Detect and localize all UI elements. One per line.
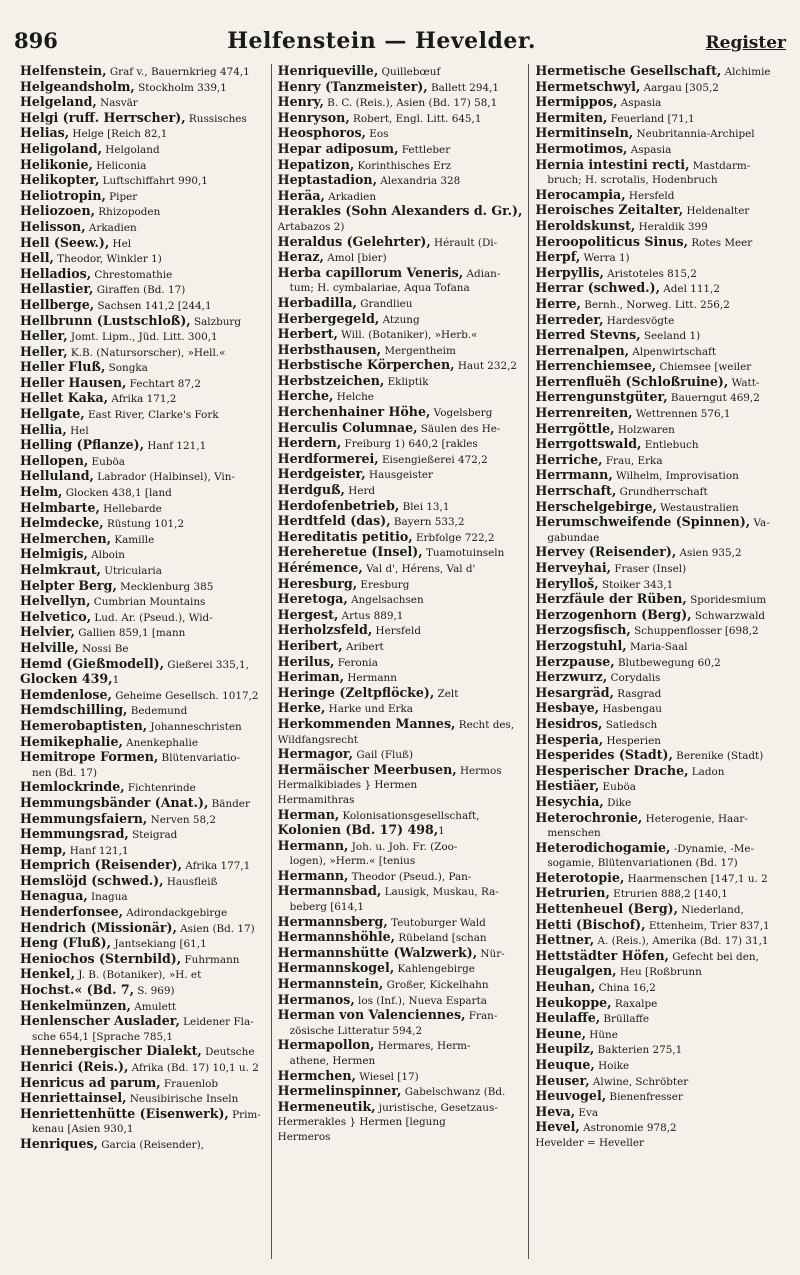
register-entry: Hermeneutik, juristische, Gesetzaus- [277,1099,498,1114]
register-entry: Heulaffe, Brüllaffe [535,1011,650,1026]
register-entry: Heller Hausen, Fechtart 87,2 [20,375,201,390]
page-header [14,28,786,58]
column-left [14,64,271,1259]
register-entry: Heupilz, Bakterien 275,1 [535,1042,683,1057]
register-entry: Hernia intestini recti, Mastdarm- [535,157,751,172]
register-entry: Hermäischer Meerbusen, Hermos [277,762,502,777]
register-entry: kenau [Asien 930,1 [32,1123,134,1136]
column-right [529,64,786,1259]
register-entry: Heringe (Zeltpflöcke), Zelt [277,685,459,700]
register-entry: Hochst.« (Bd. 7, S. 969) [20,983,175,998]
register-entry: Herrmann, Wilhelm, Improvisation [535,468,739,483]
page-title: Helfenstein — Hevelder. [227,28,537,54]
register-entry: Hell, Theodor, Winkler 1) [20,251,162,266]
register-entry: Hellastier, Giraffen (Bd. 17) [20,282,186,297]
register-entry: Hesidros, Satledsch [535,716,658,731]
register-entry: Hermetschwyl, Aargau [305,2 [535,79,719,94]
register-entry: Hennebergischer Dialekt, Deutsche [20,1044,255,1059]
register-entry: Henriqueville, Quillebœuf [277,64,441,78]
register-entry: Heller Fluß, Songka [20,360,148,375]
register-entry: Heroldskunst, Heraldik 399 [535,218,708,233]
register-entry: Heng (Fluß), Jantsekiang [61,1 [20,936,207,951]
register-entry: Herre, Bernh., Norweg. Litt. 256,2 [535,296,730,311]
register-entry: Hérémence, Val d', Hérens, Val d' [277,561,476,575]
register-entry: Heroisches Zeitalter, Heldenalter [535,203,750,218]
register-entry: Herveyhai, Fraser (Insel) [535,561,687,575]
register-entry: Herrar (schwed.), Adel 111,2 [535,281,720,296]
register-entry: athene, Hermen [289,1055,376,1067]
register-entry: Heukoppe, Raxalpe [535,995,658,1010]
register-entry: Hermann, Joh. u. Joh. Fr. (Zoo- [277,838,458,853]
register-entry: Herrgöttle, Holzwaren [535,421,675,436]
register-entry: Hermitinseln, Neubritannia-Archipel [535,126,755,141]
register-entry: Hesbaye, Hasbengau [535,701,662,716]
register-entry: nen (Bd. 17) [32,766,98,779]
register-entry: Heosphoros, Eos [277,126,389,141]
register-entry: Hetti (Bischof), Ettenheim, Trier 837,1 [535,917,770,932]
register-entry: Herche, Helche [277,389,374,404]
register-entry: Hemmungsfaiern, Nerven 58,2 [20,811,216,826]
register-entry: Herzwurz, Corydalis [535,670,661,685]
register-entry: Herumschweifende (Spinnen), Va- [535,515,770,530]
columns [14,64,786,1259]
register-entry: Herbstzeichen, Ekliptik [277,373,429,388]
register-entry: beberg [614,1 [289,901,364,914]
register-entry: Kolonien (Bd. 17) 498,1 [277,823,445,838]
register-entry: Herrenfluëh (Schloßruine), Watt- [535,374,760,389]
register-entry: Heräa, Arkadien [277,188,377,203]
register-entry: Herdformerei, Eisengießerei 472,2 [277,451,488,466]
register-entry: Helladios, Chrestomathie [20,266,173,281]
register-entry: Heniochos (Sternbild), Fuhrmann [20,951,240,966]
register-entry: Hemerobaptisten, Johanneschristen [20,718,242,733]
register-entry: Hemdenlose, Geheime Gesellsch. 1017,2 [20,687,259,702]
register-entry: Hermann, Theodor (Pseud.), Pan- [277,868,472,883]
register-entry: Heroopoliticus Sinus, Rotes Meer [535,234,753,249]
register-entry: gabundae [547,531,600,544]
register-entry: Herculis Columnae, Säulen des He- [277,420,501,435]
register-entry: Herkommenden Mannes, Recht des, [277,716,515,731]
register-entry: Herdofenbetrieb, Blei 13,1 [277,498,450,513]
register-entry: Heller, Jomt. Lipm., Jüd. Litt. 300,1 [20,329,218,344]
register-entry: Herpyllis, Aristoteles 815,2 [535,265,697,280]
register-entry: sche 654,1 [Sprache 785,1 [32,1030,174,1043]
register-entry: Heliozoen, Rhizopoden [20,204,161,219]
register-entry: Henry, B. C. (Reis.), Asien (Bd. 17) 58,1 [277,95,498,110]
register-entry: Heva, Eva [535,1104,599,1119]
register-entry: Hermotimos, Aspasia [535,141,672,156]
register-entry: Herzogenhorn (Berg), Schwarzwald [535,607,766,622]
section-label: Register [705,33,786,53]
register-entry: Hermalkibiades } Hermen [277,779,418,792]
register-entry: Herrenreiten, Wettrennen 576,1 [535,406,731,421]
register-entry: Heune, Hüne [535,1026,618,1041]
register-entry: Henagua, Inagua [20,889,128,904]
register-entry: tum; H. cymbalariae, Aqua Tofana [289,282,470,295]
register-entry: Herdgeister, Hausgeister [277,467,433,482]
register-entry: Helling (Pflanze), Hanf 121,1 [20,438,207,453]
register-entry: Helvellyn, Cumbrian Mountains [20,594,206,609]
register-entry: Hetrurien, Etrurien 888,2 [140,1 [535,886,728,901]
register-entry: Hermannsbad, Lausigk, Muskau, Ra- [277,884,499,899]
register-entry: Hesychia, Dike [535,794,632,809]
register-entry: Hettstädter Höfen, Gefecht bei den, [535,948,759,963]
register-entry: Henriques, Garcia (Reisender), [20,1136,204,1151]
register-entry: Herreder, Hardesvögte [535,312,675,327]
register-entry: Herdtfeld (das), Bayern 533,2 [277,514,465,529]
register-entry: Hermannsberg, Teutoburger Wald [277,914,486,929]
register-entry: Henricus ad parum, Frauenlob [20,1075,219,1090]
register-entry: Herrenalpen, Alpenwirtschaft [535,343,717,358]
register-entry: Hergest, Artus 889,1 [277,607,404,622]
register-entry: Helmdecke, Rüstung 101,2 [20,516,185,531]
register-entry: Henryson, Robert, Engl. Litt. 645,1 [277,110,482,125]
register-entry: Herbergegeld, Atzung [277,311,420,326]
register-entry: logen), »Herm.« [tenius [289,855,416,868]
register-entry: Hermagor, Gail (Fluß) [277,747,414,762]
register-entry: Hemslöjd (schwed.), Hausfleiß [20,873,218,888]
register-entry: Heterodichogamie, -Dynamie, -Me- [535,840,755,855]
register-entry: Hellet Kaka, Afrika 171,2 [20,391,177,406]
register-entry: Heptastadion, Alexandria 328 [277,173,461,188]
register-entry: Herchenhainer Höhe, Vogelsberg [277,405,493,420]
register-entry: Herylloš, Stoiker 343,1 [535,576,674,591]
register-entry: Henriettenhütte (Eisenwerk), Prim- [20,1106,261,1121]
register-entry: Hesperides (Stadt), Berenike (Stadt) [535,748,764,763]
register-entry: Heresburg, Eresburg [277,576,410,591]
register-entry: Hemlockrinde, Fichtenrinde [20,780,196,795]
register-entry: Herrenchiemsee, Chiemsee [weiler [535,359,752,374]
register-entry: Helgeandsholm, Stockholm 339,1 [20,79,227,94]
register-entry: Henkelmünzen, Amulett [20,998,177,1013]
register-entry: Hesargräd, Rasgrad [535,685,662,700]
register-entry: Herrengunstgüter, Bauerngut 469,2 [535,390,760,405]
register-entry: Heraldus (Gelehrter), Hérault (Di- [277,234,498,249]
register-entry: Herschelgebirge, Westaustralien [535,499,739,514]
register-entry: Hermannskogel, Kahlengebirge [277,961,475,976]
register-entry: Hermiten, Feuerland [71,1 [535,110,695,125]
register-entry: Hermannstein, Großer, Kickelhahn [277,977,489,992]
register-entry: Helfenstein, Graf v., Bauernkrieg 474,1 [20,64,250,78]
register-entry: Helmkraut, Utricularia [20,563,162,577]
register-entry: Hemitrope Formen, Blütenvariatio- [20,750,241,765]
register-entry: Helmbarte, Hellebarde [20,500,162,515]
register-entry: Hermeros [277,1130,331,1143]
register-entry: Henry (Tanzmeister), Ballett 294,1 [277,79,500,94]
register-entry: Herzogsfisch, Schuppenflosser [698,2 [535,623,759,638]
register-entry: Hermanos, los (Inf.), Nueva Esparta [277,992,487,1007]
register-entry: Heterotopie, Haarmenschen [147,1 u. 2 [535,870,768,885]
register-entry: Hellbrunn (Lustschloß), Salzburg [20,313,242,328]
register-entry: Hettenheuel (Berg), Niederland, [535,902,744,917]
register-entry: Herakles (Sohn Alexanders d. Gr.), [277,204,523,219]
register-entry: Helvetico, Lud. Ar. (Pseud.), Wid- [20,609,213,624]
register-entry: zösische Litteratur 594,2 [289,1024,423,1037]
register-entry: Herzogstuhl, Maria-Saal [535,638,688,653]
register-entry: Glocken 439,1 [20,672,120,687]
register-entry: Hermetische Gesellschaft, Alchimie [535,64,771,78]
register-entry: Hellgate, East River, Clarke's Fork [20,407,219,422]
register-entry: Herholzsfeld, Hersfeld [277,623,422,638]
register-entry: Henlenscher Auslader, Leidener Fla- [20,1014,254,1029]
register-entry: Hereheretue (Insel), Tuamotuinseln [277,545,505,560]
register-entry: Hemd (Gießmodell), Gießerei 335,1, [20,656,249,671]
register-entry: Hermapollon, Hermares, Herm- [277,1038,471,1053]
register-entry: Hereditatis petitio, Erbfolge 722,2 [277,529,495,544]
register-entry: Heugalgen, Heu [Roßbrunn [535,964,702,979]
register-entry: Herzfäule der Rüben, Sporidesmium [535,592,767,607]
register-entry: Heuhan, China 16,2 [535,980,656,995]
register-entry: Hettner, A. (Reis.), Amerika (Bd. 17) 31,1 [535,933,769,948]
register-entry: Hellia, Hel [20,422,89,437]
register-entry: Heuvogel, Bienenfresser [535,1089,683,1104]
register-entry: Hermannshöhle, Rübeland [schan [277,930,487,945]
register-entry: Hervey (Reisender), Asien 935,2 [535,545,742,560]
register-entry: Heller, K.B. (Natursorscher), »Hell.« [20,344,226,359]
register-entry: Herbsthausen, Mergentheim [277,342,456,357]
register-entry: Helmigis, Alboin [20,547,125,562]
register-entry: Hemdschilling, Bedemund [20,703,188,718]
register-entry: Herbstische Körperchen, Haut 232,2 [277,358,518,373]
register-entry: Herbert, Will. (Botaniker), »Herb.« [277,327,478,342]
register-entry: Hestiäer, Euböa [535,779,636,794]
register-entry: Heriman, Hermann [277,670,397,685]
register-entry: Helm, Glocken 438,1 [land [20,485,172,500]
register-entry: Herilus, Feronia [277,654,378,669]
register-entry: Herdguß, Herd [277,483,376,498]
register-entry: Herocampia, Hersfeld [535,187,675,202]
register-entry: Hepar adiposum, Fettleber [277,141,451,156]
register-entry: Hermamithras [277,793,355,806]
register-entry: Helpter Berg, Mecklenburg 385 [20,578,214,593]
register-entry: Heuser, Alwine, Schröbter [535,1073,689,1088]
register-entry: Hermchen, Wiesel [17) [277,1068,419,1083]
register-entry: Hemprich (Reisender), Afrika 177,1 [20,858,251,873]
register-entry: Hepatizon, Korinthisches Erz [277,157,452,172]
register-entry: Hesperischer Drache, Ladon [535,763,725,778]
register-entry: Herzpause, Blutbewegung 60,2 [535,654,721,669]
register-entry: menschen [547,827,601,840]
register-entry: Heraz, Amol [bier) [277,250,387,265]
register-entry: Helluland, Labrador (Halbinsel), Vin- [20,469,235,484]
register-entry: Herbadilla, Grandlieu [277,295,413,310]
register-entry: Helikopter, Luftschiffahrt 990,1 [20,173,208,188]
register-entry: Heliotropin, Piper [20,188,138,203]
register-entry: Herrschaft, Grundherrschaft [535,484,708,499]
register-entry: Hermannshütte (Walzwerk), Nür- [277,945,505,960]
column-middle [271,64,530,1259]
register-entry: Helmerchen, Kamille [20,531,155,546]
register-entry: Heretoga, Angelsachsen [277,592,424,607]
page-number: 896 [14,28,58,53]
register-entry: Helikonie, Heliconia [20,157,147,172]
register-entry: Herman, Kolonisationsgesellschaft, [277,807,480,822]
register-entry: Herdern, Freiburg 1) 640,2 [rakles [277,436,478,451]
register-entry: Hevel, Astronomie 978,2 [535,1120,677,1135]
register-entry: Henriettainsel, Neusibirische Inseln [20,1091,239,1106]
register-entry: Henkel, J. B. (Botaniker), »H. et [20,967,202,982]
register-entry: Henrici (Reis.), Afrika (Bd. 17) 10,1 u. 2 [20,1060,259,1074]
register-entry: Hemp, Hanf 121,1 [20,842,129,857]
register-entry: Heuque, Hoike [535,1058,630,1072]
register-entry: Herba capillorum Veneris, Adian- [277,265,501,280]
register-entry: Hell (Seew.), Hel [20,235,132,250]
register-entry: Helisson, Arkadien [20,219,137,234]
register-entry: Hesperia, Hesperien [535,732,661,747]
register-entry: Hemmungsrad, Steigrad [20,827,178,842]
register-entry: Hevelder = Heveller [535,1136,644,1149]
register-entry: Heterochronie, Heterogenie, Haar- [535,810,748,825]
register-entry: sogamie, Blütenvariationen (Bd. 17) [547,857,738,870]
register-entry: Herke, Harke und Erka [277,701,413,716]
register-entry: Helville, Nossi Be [20,640,129,655]
register-entry: Heribert, Aribert [277,638,384,653]
register-entry: Helgeland, Nasvär [20,95,138,110]
register-entry: Hellopen, Euböa [20,453,125,468]
register-entry: Hemmungsbänder (Anat.), Bänder [20,795,250,810]
register-entry: Herriche, Frau, Erka [535,452,663,467]
register-entry: Wildfangsrecht [277,733,358,746]
register-entry: Herpf, Werra 1) [535,250,630,265]
register-entry: Heligoland, Helgoland [20,141,160,156]
register-entry: Helias, Helge [Reich 82,1 [20,126,168,141]
register-entry: Helvier, Gallien 859,1 [mann [20,625,186,640]
register-entry: Hermelinspinner, Gabelschwanz (Bd. [277,1084,506,1099]
register-entry: Hellberge, Sachsen 141,2 [244,1 [20,297,212,312]
register-entry: Herman von Valenciennes, Fran- [277,1008,498,1023]
register-entry: bruch; H. scrotalis, Hodenbruch [547,174,718,187]
register-entry: Hermerakles } Hermen [legung [277,1116,446,1129]
register-entry: Hermippos, Aspasia [535,95,662,110]
register-entry: Herred Stevns, Seeland 1) [535,328,701,343]
register-entry: Henderfonsee, Adirondackgebirge [20,905,228,920]
register-entry: Artabazos 2) [277,220,345,233]
register-entry: Helgi (ruff. Herrscher), Russisches [20,110,247,125]
register-entry: Hemikephalie, Anenkephalie [20,734,198,749]
register-entry: Hendrich (Missionär), Asien (Bd. 17) [20,920,255,935]
register-entry: Herrgottswald, Entlebuch [535,437,699,452]
